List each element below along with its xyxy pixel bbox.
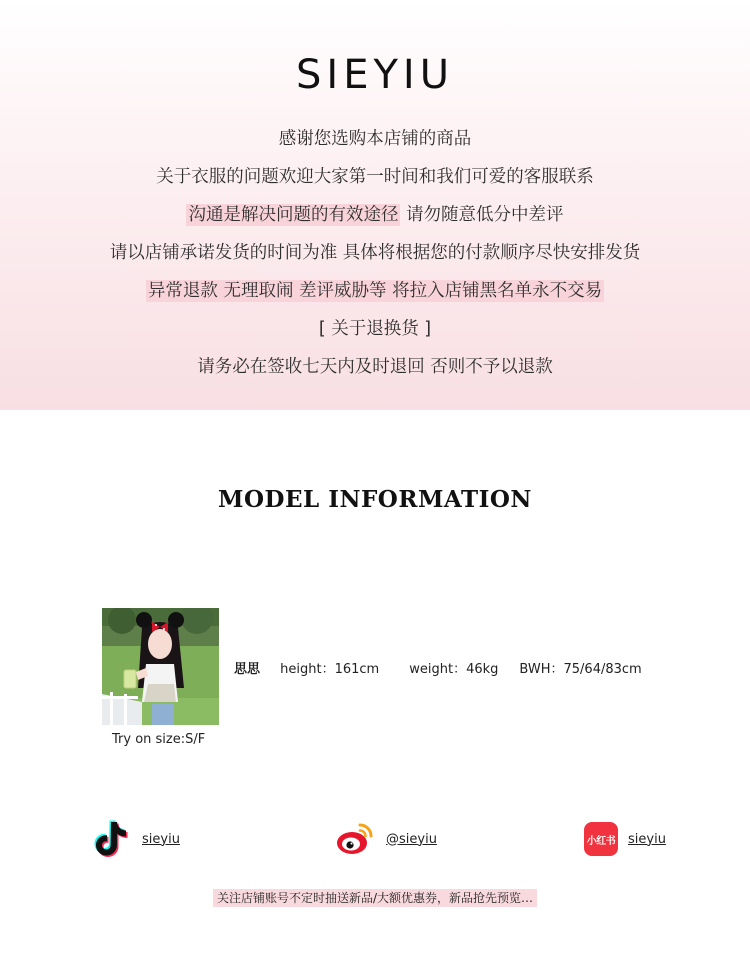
model-photo (102, 608, 219, 725)
model-bwh: BWH：75/64/83cm (519, 662, 642, 677)
xiaohongshu-handle[interactable]: sieyiu (628, 831, 666, 847)
notice-blacklist-text: 异常退款 无理取闹 差评威胁等 将拉入店铺黑名单永不交易 (147, 281, 603, 301)
footer-note (0, 889, 750, 906)
tiktok-handle[interactable]: sieyiu (142, 831, 180, 847)
xiaohongshu-link[interactable] (584, 818, 666, 860)
notice-line-blacklist (0, 279, 750, 303)
notice-line-contact: 关于衣服的问题欢迎大家第一时间和我们可爱的客服联系 (156, 167, 594, 187)
notice-line-thanks: 感谢您选购本店铺的商品 (278, 129, 472, 149)
notice-line-rest: 请勿随意低分中差评 (400, 205, 564, 225)
model-height: height：161cm (280, 662, 380, 677)
notice-highlight: 沟通是解决问题的有效途径 (188, 205, 399, 225)
notice-line-communication (0, 203, 750, 227)
brand-logo: SIEYIU (296, 52, 454, 98)
xiaohongshu-logo-text: 小红书 (586, 835, 616, 847)
try-on-size: Try on size:S/F (112, 732, 206, 747)
model-photo-illustration (102, 608, 219, 725)
notice-line-shipping: 请以店铺承诺发货的时间为准 具体将根据您的付款顺序尽快安排发货 (109, 243, 641, 263)
weibo-handle[interactable]: @sieyiu (386, 831, 437, 847)
tiktok-icon (94, 819, 130, 859)
model-section-title: MODEL INFORMATION (218, 486, 532, 513)
weibo-link[interactable] (336, 818, 437, 860)
weibo-icon (336, 821, 374, 857)
model-stats (234, 658, 642, 677)
notice-line-returns-heading: [ 关于退换货 ] (318, 319, 432, 339)
notice-line-returns-policy: 请务必在签收七天内及时退回 否则不予以退款 (197, 357, 553, 377)
footer-text: 关注店铺账号不定时抽送新品/大额优惠券，新品抢先预览… (213, 889, 537, 907)
notice-panel (0, 0, 750, 410)
tiktok-link[interactable] (94, 818, 180, 860)
model-name: 思思 (234, 662, 261, 677)
model-weight: weight：46kg (409, 662, 499, 677)
xiaohongshu-icon (584, 822, 618, 856)
